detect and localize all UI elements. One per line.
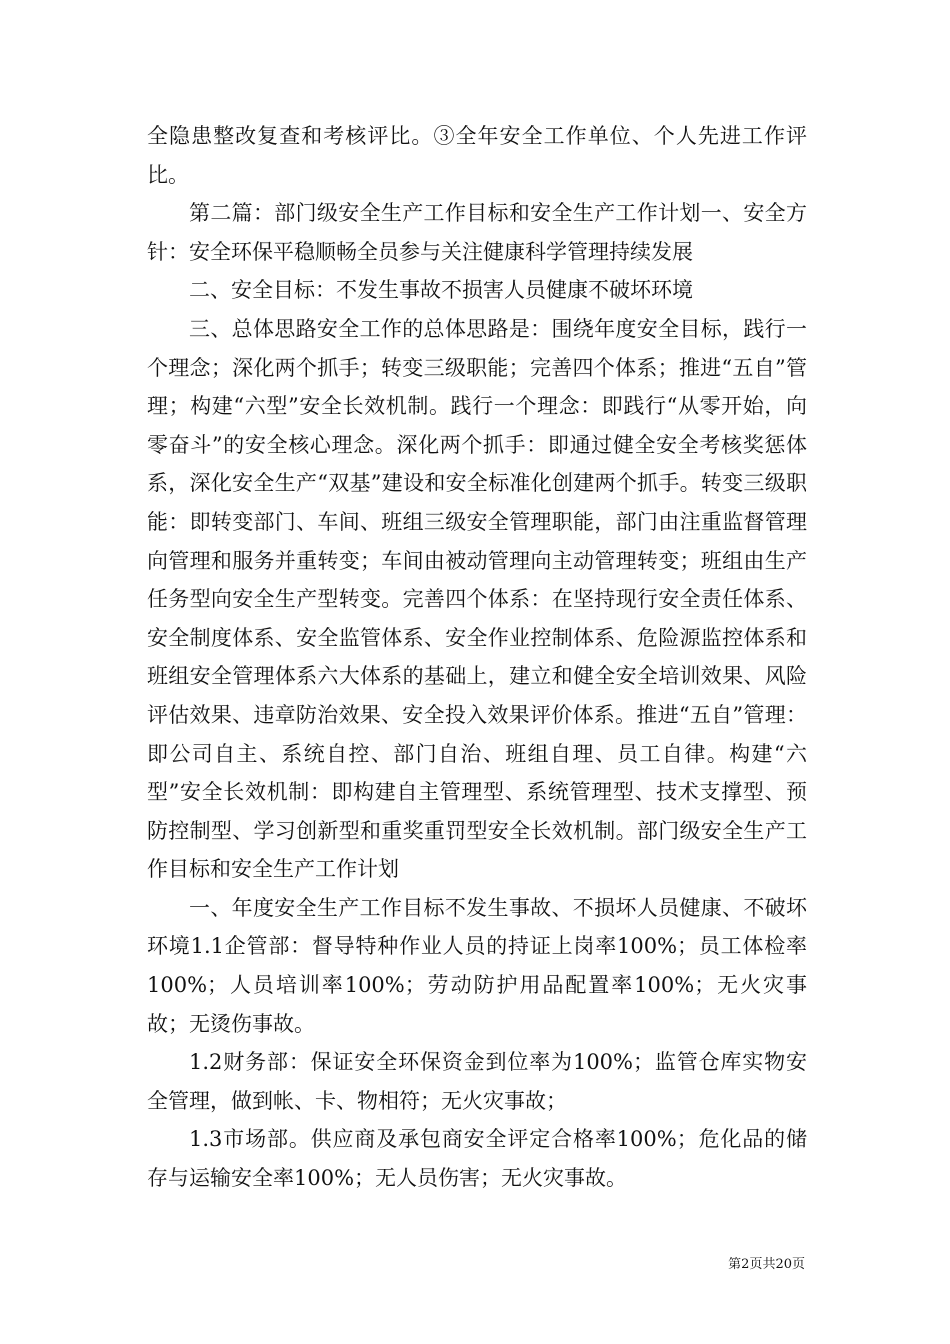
document-body — [147, 117, 807, 1198]
paragraph-4: 三、总体思路安全工作的总体思路是：围绕年度安全目标，践行一个理念；深化两个抓手；转变三级职能；完善四个体系；推进“五自”管理；构建“六型”安全长效机制。践行一个理念：即践行“从零开始，向零奋斗”的安全核心理念。深化两个抓手：即通过健全安全考核奖惩体系，深化安全生产“双基”建设和安全标准化创建两个抓手。转变三级职能：即转变部门、车间、班组三级安全管理职能，部门由注重监督管理向管理和服务并重转变；车间由被动管理向主动管理转变；班组由生产任务型向安全生产型转变。完善四个体系：在坚持现行安全责任体系、安全制度体系、安全监管体系、安全作业控制体系、危险源监控体系和班组安全管理体系六大体系的基础上，建立和健全安全培训效果、风险评估效果、违章防治效果、安全投入效果评价体系。推进“五自”管理：即公司自主、系统自控、部门自治、班组自理、员工自律。构建“六型”安全长效机制：即构建自主管理型、系统管理型、技术支撑型、预防控制型、学习创新型和重奖重罚型安全长效机制。部门级安全生产工作目标和安全生产工作计划 — [147, 316, 807, 882]
paragraph-2: 第二篇：部门级安全生产工作目标和安全生产工作计划一、安全方针：安全环保平稳顺畅全员参与关注健康科学管理持续发展 — [147, 201, 807, 264]
paragraph-3: 二、安全目标：不发生事故不损害人员健康不破坏环境 — [189, 278, 693, 303]
paragraph-1: 全隐患整改复查和考核评比。③全年安全工作单位、个人先进工作评比。 — [147, 124, 807, 187]
paragraph-5: 一、年度安全生产工作目标不发生事故、不损坏人员健康、不破坏环境1.1企管部：督导特种作业人员的持证上岗率100%；员工体检率100%；人员培训率100%；劳动防护用品配置率100%；无火灾事故；无烫伤事故。 — [147, 895, 807, 1036]
page-number-footer: 第2页共20页 — [728, 1257, 805, 1272]
paragraph-7: 1.3市场部。供应商及承包商安全评定合格率100%；危化品的储存与运输安全率100%；无人员伤害；无火灾事故。 — [147, 1127, 807, 1191]
paragraph-6: 1.2财务部：保证安全环保资金到位率为100%；监管仓库实物安全管理，做到帐、卡、物相符；无火灾事故； — [147, 1050, 807, 1113]
